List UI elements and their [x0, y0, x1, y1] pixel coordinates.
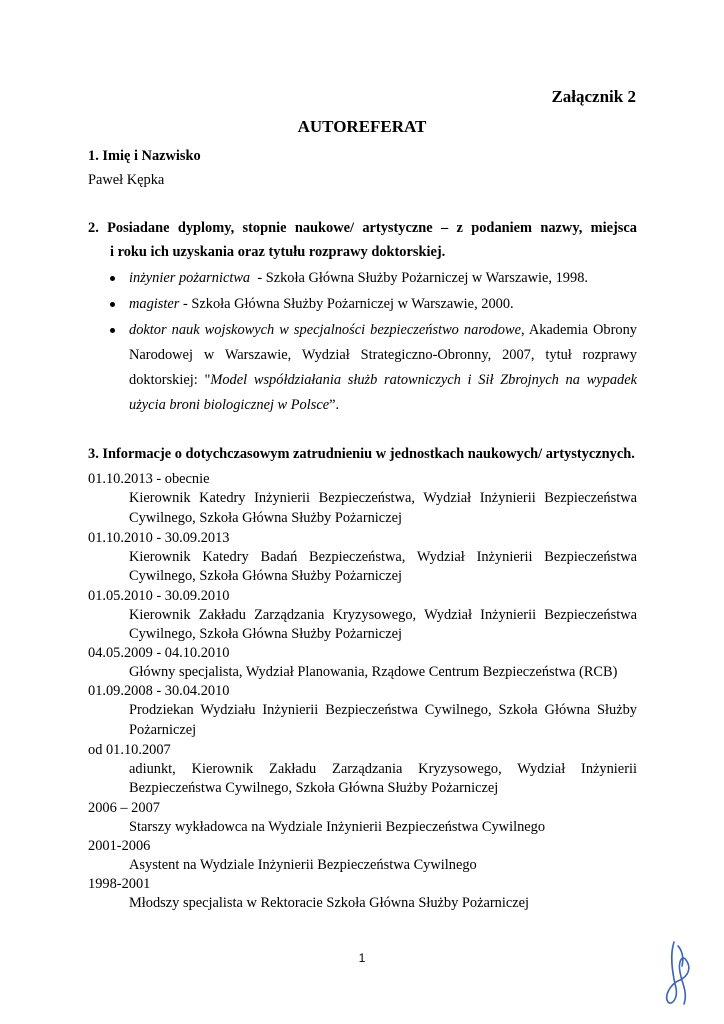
employment-date: 01.05.2010 - 30.09.2010 — [88, 588, 230, 604]
employment-date: 01.09.2008 - 30.04.2010 — [88, 683, 230, 699]
employment-date: 04.05.2009 - 04.10.2010 — [88, 645, 230, 661]
page-number: 1 — [358, 951, 366, 965]
document-title: AUTOREFERAT — [297, 117, 427, 136]
employment-date: 2006 – 2007 — [88, 800, 160, 816]
employment-line: Pożarniczej — [129, 722, 197, 738]
degree-doctor-line-2: Narodowej w Warszawie, Wydział Strategiczno-Obronny, 2007, tytuł rozprawy — [129, 347, 637, 363]
bullet-icon — [110, 276, 115, 281]
degree-master — [129, 294, 514, 315]
degree-engineer-details: - Szkoła Główna Służby Pożarniczej w Warszawie, 1998. — [250, 270, 588, 286]
employment-line: Cywilnego, Szkoła Główna Służby Pożarniczej — [129, 510, 402, 526]
bullet-icon — [110, 302, 115, 307]
employment-line: Młodszy specjalista w Rektoracie Szkoła Główna Służby Pożarniczej — [129, 895, 530, 911]
degree-master-details: - Szkoła Główna Służby Pożarniczej w Warszawie, 2000. — [179, 296, 514, 312]
attachment-label: Załącznik 2 — [551, 87, 636, 106]
person-name: Paweł Kępka — [88, 172, 165, 188]
employment-date: 01.10.2013 - obecnie — [88, 471, 210, 487]
section-2-heading-line-2: i roku ich uzyskania oraz tytułu rozprawy doktorskiej. — [110, 244, 446, 260]
employment-line: Kierownik Katedry Badań Bezpieczeństwa, Wydział Inżynierii Bezpieczeństwa — [129, 549, 637, 565]
section-2-heading-line-1: 2. Posiadane dyplomy, stopnie naukowe/ artystyczne – z podaniem nazwy, miejsca — [88, 220, 637, 236]
degree-master-title: magister — [129, 296, 180, 312]
section-1-heading: 1. Imię i Nazwisko — [88, 148, 201, 164]
employment-line: Kierownik Katedry Inżynierii Bezpieczeństwa, Wydział Inżynierii Bezpieczeństwa — [129, 490, 637, 506]
dissertation-prefix: doktorskiej: " — [129, 372, 211, 388]
section-3-heading: 3. Informacje o dotychczasowym zatrudnieniu w jednostkach naukowych/ artystycznych. — [88, 446, 635, 462]
degree-doctor-title: doktor nauk wojskowych w specjalności bezpieczeństwo narodowe — [129, 322, 521, 338]
degree-doctor-line-3 — [129, 370, 637, 391]
employment-date: 01.10.2010 - 30.09.2013 — [88, 530, 230, 546]
degree-doctor-institution: , Akademia Obrony — [520, 322, 637, 338]
degree-engineer — [129, 268, 588, 289]
employment-line: adiunkt, Kierownik Zakładu Zarządzania Kryzysowego, Wydział Inżynierii — [129, 761, 637, 777]
employment-line: Cywilnego, Szkoła Główna Służby Pożarniczej — [129, 626, 402, 642]
degree-doctor-line-4 — [129, 395, 339, 416]
employment-line: Cywilnego, Szkoła Główna Służby Pożarniczej — [129, 568, 402, 584]
bullet-icon — [110, 328, 115, 333]
dissertation-title-part-2: użycia broni biologicznej w Polsce — [129, 397, 330, 413]
dissertation-suffix: ”. — [329, 397, 340, 413]
employment-date: 1998-2001 — [88, 876, 151, 892]
employment-line: Bezpieczeństwa Cywilnego, Szkoła Główna Służby Pożarniczej — [129, 780, 499, 796]
signature-icon — [660, 932, 700, 1012]
degree-engineer-title: inżynier pożarnictwa — [129, 270, 251, 286]
employment-line: Starszy wykładowca na Wydziale Inżynierii Bezpieczeństwa Cywilnego — [129, 819, 546, 835]
employment-line: Kierownik Zakładu Zarządzania Kryzysowego, Wydział Inżynierii Bezpieczeństwa — [129, 607, 637, 623]
employment-line: Asystent na Wydziale Inżynierii Bezpieczeństwa Cywilnego — [129, 857, 477, 873]
employment-line: Główny specjalista, Wydział Planowania, Rządowe Centrum Bezpieczeństwa (RCB) — [129, 664, 618, 680]
employment-date: 2001-2006 — [88, 838, 151, 854]
dissertation-title-part-1: Model współdziałania służb ratowniczych i Sił Zbrojnych na wypadek — [210, 372, 637, 388]
employment-date: od 01.10.2007 — [88, 742, 171, 758]
degree-doctor-line-1 — [129, 320, 637, 341]
employment-line: Prodziekan Wydziału Inżynierii Bezpieczeństwa Cywilnego, Szkoła Główna Służby — [129, 702, 637, 718]
